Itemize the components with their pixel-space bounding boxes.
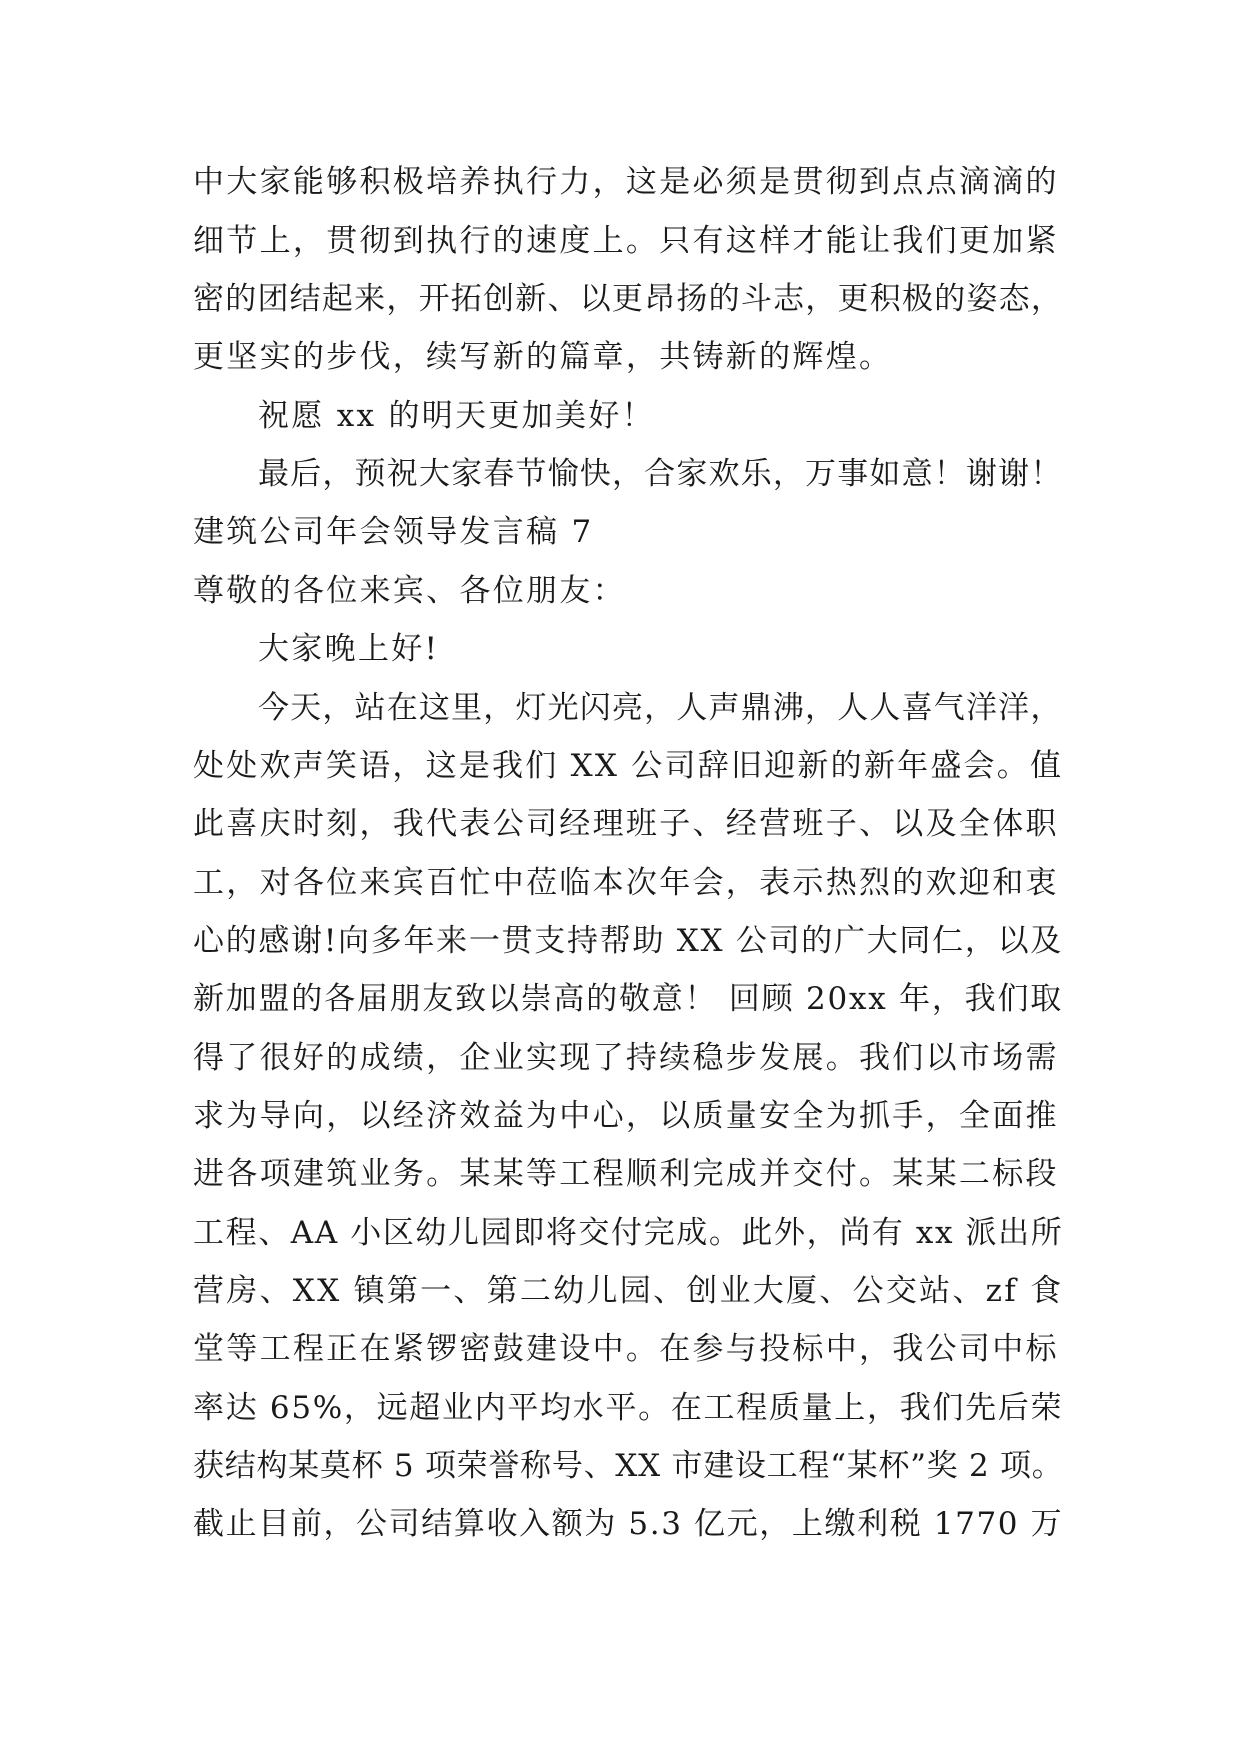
section-heading: 建筑公司年会领导发言稿 7 xyxy=(193,514,594,550)
body-text-line: 堂等工程正在紧锣密鼓建设中。在参与投标中，我公司中标 xyxy=(193,1331,1059,1367)
body-text-line: 截止目前，公司结算收入额为 5.3 亿元，上缴利税 1770 万 xyxy=(193,1506,1064,1542)
body-text-line: 新加盟的各届朋友致以崇高的敬意！ 回顾 20xx 年，我们取 xyxy=(193,981,1063,1017)
body-text-line: 中大家能够积极培养执行力，这是必须是贯彻到点点滴滴的 xyxy=(193,164,1059,200)
body-text-line: 工，对各位来宾百忙中莅临本次年会，表示热烈的欢迎和衷 xyxy=(193,865,1059,901)
greeting: 大家晚上好! xyxy=(258,631,440,667)
body-text-line: 进各项建筑业务。某某等工程顺利完成并交付。某某二标段 xyxy=(193,1156,1059,1192)
body-text-line: 今天，站在这里，灯光闪亮，人声鼎沸，人人喜气洋洋， xyxy=(258,690,1063,726)
body-text-line: 此喜庆时刻，我代表公司经理班子、经营班子、以及全体职 xyxy=(193,806,1059,842)
body-text-line: 最后，预祝大家春节愉快，合家欢乐，万事如意！谢谢！ xyxy=(258,456,1063,492)
body-text-line: 心的感谢!向多年来一贯支持帮助 XX 公司的广大同仁，以及 xyxy=(193,923,1064,959)
body-text-line: 祝愿 xx 的明天更加美好！ xyxy=(258,398,655,434)
body-text-line: 处处欢声笑语，这是我们 XX 公司辞旧迎新的新年盛会。值 xyxy=(193,748,1064,784)
body-text-line: 更坚实的步伐，续写新的篇章，共铸新的辉煌。 xyxy=(193,339,893,375)
body-text-line: 求为导向，以经济效益为中心，以质量安全为抓手，全面推 xyxy=(193,1098,1059,1134)
body-text-line: 获结构某莫杯 5 项荣誉称号、XX 市建设工程“某杯”奖 2 项。 xyxy=(193,1448,1064,1484)
body-text-line: 密的团结起来，开拓创新、以更昂扬的斗志，更积极的姿态， xyxy=(193,281,1064,317)
body-text-line: 营房、XX 镇第一、第二幼儿园、创业大厦、公交站、zf 食 xyxy=(193,1273,1064,1309)
body-text-line: 率达 65%，远超业内平均水平。在工程质量上，我们先后荣 xyxy=(193,1390,1064,1426)
salutation: 尊敬的各位来宾、各位朋友： xyxy=(193,573,626,609)
body-text-line: 细节上，贯彻到执行的速度上。只有这样才能让我们更加紧 xyxy=(193,223,1059,259)
body-text-line: 得了很好的成绩，企业实现了持续稳步发展。我们以市场需 xyxy=(193,1040,1059,1076)
body-text-line: 工程、AA 小区幼儿园即将交付完成。此外，尚有 xx 派出所 xyxy=(193,1215,1064,1251)
